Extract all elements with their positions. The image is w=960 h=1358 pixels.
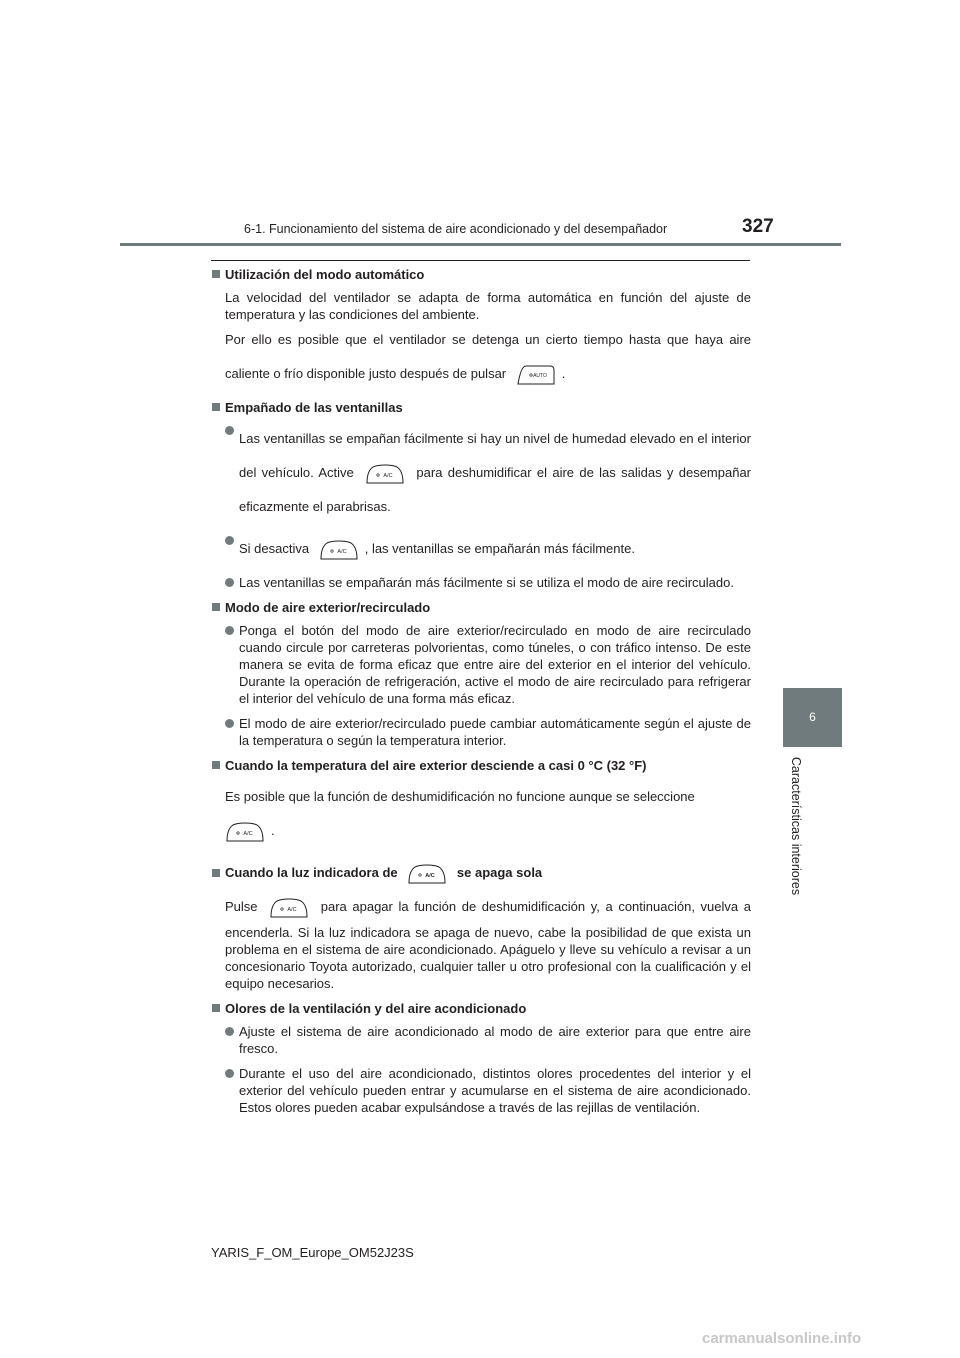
section-title-text: Empañado de las ventanillas <box>225 400 403 415</box>
list-item-text: Las ventanillas se empañarán más fácilmente si se utiliza el modo de aire recirculado. <box>239 575 734 590</box>
list-item-text: Ponga el botón del modo de aire exterior/recirculado en modo de aire recirculado cuando circule por carreteras polvorientas, como túneles, o con tráfico intenso. De este manera se evita de forma eficaz que entre aire del exterior en el interior del vehículo. Durante la operación de refrigeración, active el modo de aire recirculado para refrigerar el interior del vehículo de una forma más eficaz. <box>239 623 751 706</box>
square-bullet-icon <box>212 761 220 769</box>
bullet-dot-icon <box>225 426 234 435</box>
section-title-text: Utilización del modo automático <box>225 267 425 282</box>
section-indicator-off <box>211 856 751 992</box>
list-item-text: El modo de aire exterior/recirculado puede cambiar automáticamente según el ajuste de la temperatura o según la temperatura interior. <box>239 716 751 748</box>
section-title <box>211 599 751 616</box>
svg-text:A/C: A/C <box>425 872 436 879</box>
paragraph-text: para apagar la función de deshumidificación y, a continuación, vuelva a encenderla. Si la luz indicadora se apaga de nuevo, cabe la posibilidad de que exista un problema en el sistema de aire acondicionado. Apáguelo y lleve su vehículo a revisar a un concesionario Toyota autorizado, cualquier taller u otro profesional con la cualificación y el equipo necesarios. <box>225 899 751 991</box>
paragraph-text: . <box>271 823 275 838</box>
section-title-text: Cuando la temperatura del aire exterior desciende a casi 0 °C (32 °F) <box>225 758 647 773</box>
bullet-dot-icon <box>225 578 234 587</box>
section-title-text: Olores de la ventilación y del aire acondicionado <box>225 1001 527 1016</box>
page-number: 327 <box>742 216 774 237</box>
auto-button-icon <box>516 364 556 386</box>
section-window-fogging <box>211 399 751 591</box>
document-code: YARIS_F_OM_Europe_OM52J23S <box>211 1245 414 1260</box>
bullet-dot-icon <box>225 536 234 545</box>
list-item <box>225 422 751 524</box>
chapter-tab-label <box>786 756 806 896</box>
section-low-temperature <box>211 757 751 848</box>
list-item-text: Las ventanillas se empañan fácilmente si hay un nivel de humedad elevado en el interior del vehículo. Active A/C para deshumidificar el aire de las salidas y desempañar eficazmente el parabrisas. <box>239 431 751 514</box>
list-item <box>225 1065 751 1116</box>
svg-text:A/C: A/C <box>243 830 253 837</box>
paragraph-text: . <box>561 366 566 381</box>
watermark: carmanualsonline.info <box>702 1330 862 1347</box>
list-item-text: Si desactiva A/C , las ventanillas se empañarán más fácilmente. <box>239 532 751 566</box>
bullet-dot-icon <box>225 719 234 728</box>
svg-text:A/C: A/C <box>287 906 297 913</box>
section-title-text: Cuando la luz indicadora de A/C se apaga sola <box>225 856 542 890</box>
bullet-dot-icon <box>225 1027 234 1036</box>
paragraph-text: Es posible que la función de deshumidificación no funcione aunque se seleccione <box>225 789 695 804</box>
svg-text:A/C: A/C <box>337 548 347 555</box>
square-bullet-icon <box>212 270 220 278</box>
ac-button-icon <box>407 863 447 885</box>
svg-text:A/C: A/C <box>383 472 393 479</box>
section-title <box>211 266 751 283</box>
paragraph-text: Por ello es posible que el ventilador se detenga un cierto tiempo hasta que haya aire caliente o frío disponible justo después de pulsar <box>225 332 751 381</box>
section-automatic-mode <box>211 266 751 391</box>
section-odors <box>211 1000 751 1116</box>
paragraph <box>225 890 751 992</box>
section-title <box>211 399 751 416</box>
section-air-mode <box>211 599 751 749</box>
ac-button-icon <box>225 821 265 843</box>
paragraph <box>225 780 751 848</box>
square-bullet-icon <box>212 403 220 411</box>
list-item-text: Durante el uso del aire acondicionado, distintos olores procedentes del interior y el exterior del vehículo pueden entrar y acumularse en el sistema de aire acondicionado. Estos olores pueden acabar expulsándose a través de las rejillas de ventilación. <box>239 1066 751 1115</box>
list-item <box>225 574 751 591</box>
section-title-text: Modo de aire exterior/recirculado <box>225 600 431 615</box>
page-content <box>211 266 751 1124</box>
ac-button-icon <box>269 897 309 919</box>
list-item <box>225 622 751 707</box>
ac-button-icon <box>319 539 359 561</box>
section-title <box>211 856 751 890</box>
content-rule <box>211 260 750 261</box>
square-bullet-icon <box>212 869 220 877</box>
section-title <box>211 757 751 774</box>
square-bullet-icon <box>212 1004 220 1012</box>
list-item-text: Ajuste el sistema de aire acondicionado al modo de aire exterior para que entre aire fresco. <box>239 1024 751 1056</box>
header-rule <box>120 243 841 246</box>
list-item <box>225 1023 751 1057</box>
paragraph-text: Pulse <box>225 899 258 914</box>
chapter-tab-label-text: Características interiores <box>789 756 803 896</box>
list-item <box>225 532 751 566</box>
svg-text:AUTO: AUTO <box>532 372 547 379</box>
ac-button-icon <box>365 463 405 485</box>
page-header <box>0 0 960 250</box>
square-bullet-icon <box>212 603 220 611</box>
paragraph-text: La velocidad del ventilador se adapta de forma automática en función del ajuste de temperatura y las condiciones del ambiente. <box>225 290 751 322</box>
section-title <box>211 1000 751 1017</box>
paragraph <box>225 289 751 391</box>
bullet-dot-icon <box>225 626 234 635</box>
list-item <box>225 715 751 749</box>
bullet-dot-icon <box>225 1069 234 1078</box>
chapter-tab: 6 <box>783 688 842 747</box>
chapter-title: 6-1. Funcionamiento del sistema de aire acondicionado y del desempañador <box>244 222 668 236</box>
